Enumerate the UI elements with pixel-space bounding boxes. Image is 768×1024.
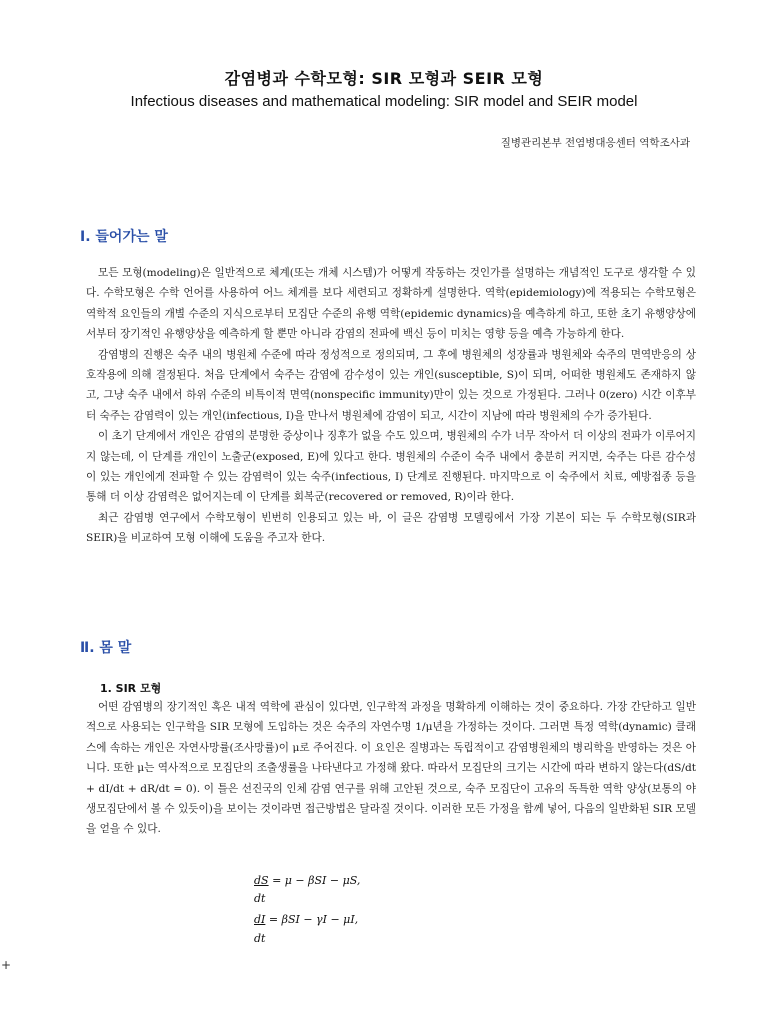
subsection-heading-sir: 1. SIR 모형: [100, 682, 162, 695]
title-english: Infectious diseases and mathematical modeling: SIR model and SEIR model: [130, 93, 638, 110]
equation-di: [254, 913, 358, 926]
margin-mark: +: [1, 958, 12, 972]
equation-di-numerator: dI: [254, 913, 266, 926]
intro-paragraph-2: 감염병의 진행은 숙주 내의 병원체 수준에 따라 정성적으로 정의되며, 그 후에 병원체의 성장률과 병원체와 숙주의 면역반응의 상호작용에 의해 결정된다. 처음 단계에서 숙주는 감염에 감수성이 있는 개인(susceptible, S)이 되며, 어떠한 병원체도 존재하지 않고, 그냥 숙주 내에서 하위 수준의 비특이적 면역(nonspecific immunity)만이 있는 것으로 가정된다. 그러나 0(zero) 시간 이후부터 숙주는 감염력이 있는 개인(infectious, I)을 만나서 병원체에 감염이 되고, 시간이 지남에 따라 병원체의 수가 증가된다.: [86, 348, 696, 422]
sir-body: [86, 697, 696, 840]
affiliation: 질병관리본부 전염병대응센터 역학조사과: [500, 137, 690, 149]
equation-ds-denominator: dt: [254, 892, 266, 905]
title-korean: 감염병과 수학모형: SIR 모형과 SEIR 모형: [224, 69, 544, 88]
intro-paragraph-1: 모든 모형(modeling)은 일반적으로 체계(또는 개체 시스템)가 어떻게 작동하는 것인가를 설명하는 개념적인 도구로 생각할 수 있다. 수학모형은 수학 언어를 사용하여 어느 체계를 보다 세련되고 정확하게 설명한다. 역학(epidemiology)에 적용되는 수학모형은 역학적 요인들의 개별 수준의 지식으로부터 모집단 수준의 유행 역학(epidemic dynamics)을 예측하게 하고, 또한 초기 유행양상에서부터 장기적인 유행양상을 예측하게 할 뿐만 아니라 감염의 전파에 백신 등이 미치는 영향 등을 예측 가능하게 한다.: [86, 267, 696, 341]
section-heading-intro: Ⅰ. 들어가는 말: [80, 229, 168, 245]
section-heading-body: Ⅱ. 몸 말: [80, 640, 132, 656]
intro-paragraph-4: 최근 감염병 연구에서 수학모형이 빈번히 인용되고 있는 바, 이 글은 감염병 모델링에서 가장 기본이 되는 두 수학모형(SIR과 SEIR)을 비교하여 모형 이해에 도움을 주고자 한다.: [86, 511, 696, 545]
equation-ds: [254, 874, 360, 887]
sir-paragraph-1: 어떤 감염병의 장기적인 혹은 내적 역학에 관심이 있다면, 인구학적 과정을 명확하게 이해하는 것이 중요하다. 가장 간단하고 일반적으로 사용되는 인구학을 SIR 모형에 도입하는 것은 숙주의 자연수명 1/μ년을 가정하는 것이다. 그러면 특정 역학(dynamic) 클래스에 속하는 개인은 자연사망률(조사망률)이 μ로 주어진다. 이 요인은 질병과는 독립적이고 감염병원체의 병리학을 반영하는 것은 아니다. 또한 μ는 역사적으로 모집단의 조출생률을 나타낸다고 가정해 왔다. 따라서 모집단의 크기는 시간에 따라 변하지 않는다(dS/dt + dI/dt + dR/dt = 0). 이 틀은 선진국의 인체 감염 연구를 위해 고안된 것으로, 숙주 모집단이 고유의 독특한 역학 양상(보통의 야생모집단에서 볼 수 있듯이)을 보이는 것이라면 접근방법은 달라질 것이다. 이러한 모든 가정을 함께 넣어, 다음의 일반화된 SIR 모델을 얻을 수 있다.: [86, 701, 696, 836]
equation-ds-rhs: = μ − βSI − μS,: [268, 874, 361, 887]
equation-ds-numerator: dS: [254, 874, 269, 887]
intro-body: [86, 263, 696, 549]
equation-di-rhs: = βSI − γI − μI,: [265, 913, 359, 926]
equation-di-denominator: dt: [254, 932, 266, 945]
intro-paragraph-3: 이 초기 단계에서 개인은 감염의 분명한 증상이나 징후가 없을 수도 있으며, 병원체의 수가 너무 작아서 더 이상의 전파가 이루어지지 않는데, 이 단계를 개인이 노출군(exposed, E)에 있다고 한다. 병원체의 수준이 숙주 내에서 충분히 커지면, 숙주는 다른 감수성이 있는 개인에게 전파할 수 있는 감염력이 있는 숙주(infectious, I) 단계로 진행된다. 마지막으로 이 숙주에서 치료, 예방접종 등을 통해 더 이상 감염력은 없어지는데 이 단계를 회복군(recovered or removed, R)이라 한다.: [86, 430, 696, 504]
